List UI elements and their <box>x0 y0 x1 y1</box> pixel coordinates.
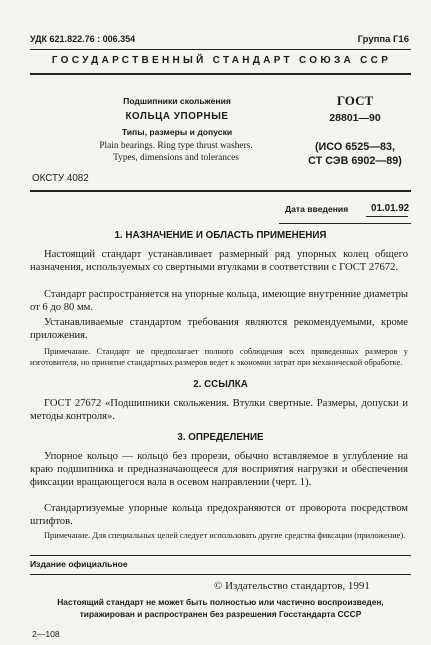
iso-reference: (ИСО 6525—83, <box>314 141 396 153</box>
page-code: 2—108 <box>32 629 60 639</box>
footer-rule <box>30 555 411 556</box>
state-standard-banner: ГОСУДАРСТВЕННЫЙ СТАНДАРТ СОЮЗА ССР <box>51 55 392 66</box>
banner-rule <box>30 73 411 75</box>
edition-rule <box>30 574 411 575</box>
date-rule <box>279 223 411 224</box>
copyright-line: © Издательство стандартов, 1991 <box>214 580 370 592</box>
document-subtitle: Типы, размеры и допуски <box>121 127 233 137</box>
okstu-code: ОКСТУ 4082 <box>32 173 89 184</box>
reproduction-notice-line-2: тиражирован и распространен без разрешения Госстандарта СССР <box>79 609 362 619</box>
udk-code: УДК 621.822.76 : 006.354 <box>30 34 136 44</box>
date-underline <box>366 216 408 217</box>
section-2-paragraph-1: ГОСТ 27672 «Подшипники скольжения. Втулки свертные. Размеры, допуски и методы контроля». <box>30 398 408 423</box>
introduction-date-label: Дата введения <box>285 204 349 214</box>
section-3-paragraph-1: Упорное кольцо — кольцо без прорези, обычно вставляемое в углубление на краю подшипника и предназначающееся для восприятия нагрузки и обеспечения фиксации вращающегося вала в осевом направлении (черт. 1). <box>30 451 408 489</box>
document-title: КОЛЬЦА УПОРНЫЕ <box>125 111 229 122</box>
gost-label: ГОСТ <box>336 93 374 108</box>
section-2-heading: 2. ССЫЛКА <box>193 379 248 390</box>
category-label: Подшипники скольжения <box>123 96 231 106</box>
section-1-heading: 1. НАЗНАЧЕНИЕ И ОБЛАСТЬ ПРИМЕНЕНИЯ <box>114 230 327 241</box>
reproduction-notice-line-1: Настоящий стандарт не может быть полностью или частично воспроизведен, <box>57 597 384 607</box>
section-1-note: Примечание. Стандарт не предполагает полного соблюдения всех приведенных размеров у изготовителя, но принятие стандартных размеров ведет к экономии затрат при механической обработке. <box>30 347 408 367</box>
section-1-paragraph-1: Настоящий стандарт устанавливает размерный ряд упорных колец общего назначения, используемых со свертными втулками в соответствии с ГОСТ 27672. <box>30 249 408 274</box>
section-3-note: Примечание. Для специальных целей следует использовать другие средства фиксации (приложение). <box>44 531 406 540</box>
gost-number: 28801—90 <box>329 112 381 124</box>
section-1-paragraph-2: Стандарт распространяется на упорные кольца, имеющие внутренние диаметры от 6 до 80 мм. <box>30 289 408 314</box>
sev-reference: СТ СЭВ 6902—89) <box>308 155 402 167</box>
header-rule <box>30 49 411 50</box>
english-title-line-1: Plain bearings. Ring type thrust washers. <box>99 141 253 151</box>
title-block-rule <box>30 190 411 192</box>
section-1-paragraph-3: Устанавливаемые стандартом требования являются рекомендуемыми, кроме приложения. <box>30 317 408 342</box>
section-3-paragraph-2: Стандартизуемые упорные кольца предохраняются от проворота посредством штифтов. <box>30 503 408 528</box>
english-title-line-2: Types, dimensions and tolerances <box>113 153 239 163</box>
official-edition-label: Издание официальное <box>30 559 128 569</box>
section-3-heading: 3. ОПРЕДЕЛЕНИЕ <box>177 432 264 443</box>
introduction-date-value: 01.01.92 <box>371 203 410 214</box>
group-code: Группа Г16 <box>357 34 409 45</box>
